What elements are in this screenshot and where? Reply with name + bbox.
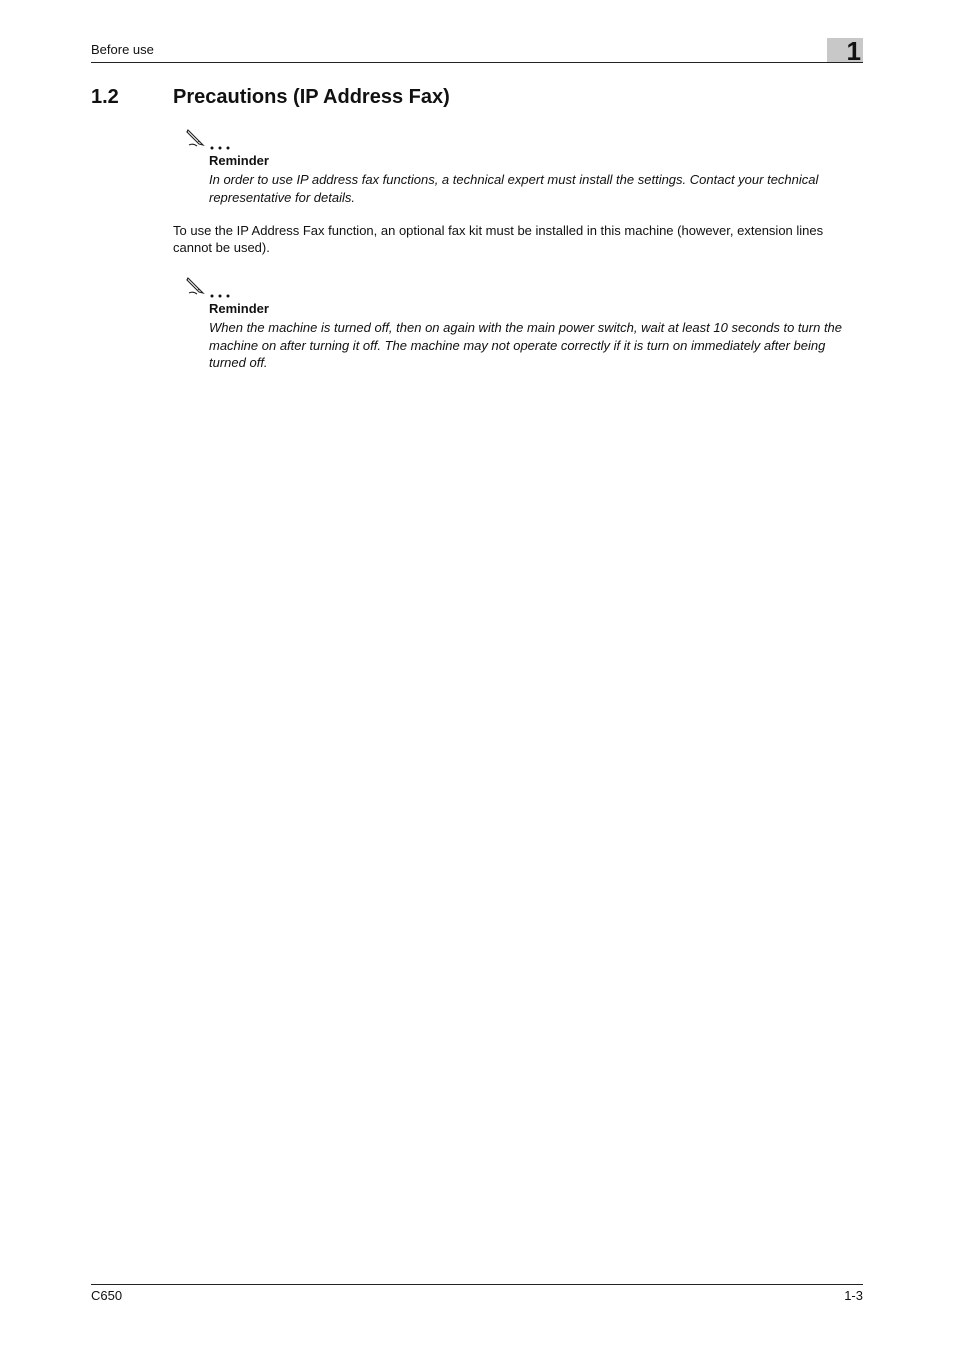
- note-text: In order to use IP address fax functions, a technical expert must install the settings. Contact your technical representative for details.: [209, 172, 819, 205]
- reminder-note-2: [185, 275, 865, 372]
- note-label: Reminder: [209, 301, 269, 316]
- note-label: Reminder: [209, 153, 269, 168]
- running-title: Before use: [91, 42, 154, 57]
- section-heading: [91, 85, 450, 109]
- footer-page-number: 1-3: [844, 1288, 863, 1303]
- body-paragraph: To use the IP Address Fax function, an optional fax kit must be installed in this machine (however, extension lines cannot be used).: [173, 223, 824, 255]
- page-footer: [91, 1284, 863, 1303]
- pencil-note-icon: [185, 275, 235, 301]
- page-header: [91, 36, 863, 66]
- note-text: When the machine is turned off, then on again with the main power switch, wait at least 10 seconds to turn the machine on after turning it off. The machine may not operate correctly if it is turn on immediately after being turned off.: [209, 320, 843, 370]
- reminder-note-1: [185, 127, 865, 206]
- section-number: 1.2: [91, 86, 119, 108]
- section-title: Precautions (IP Address Fax): [173, 86, 450, 108]
- chapter-tab: [827, 36, 863, 66]
- pencil-note-icon: [185, 127, 235, 153]
- chapter-number: 1: [846, 36, 861, 66]
- footer-model: C650: [91, 1288, 123, 1303]
